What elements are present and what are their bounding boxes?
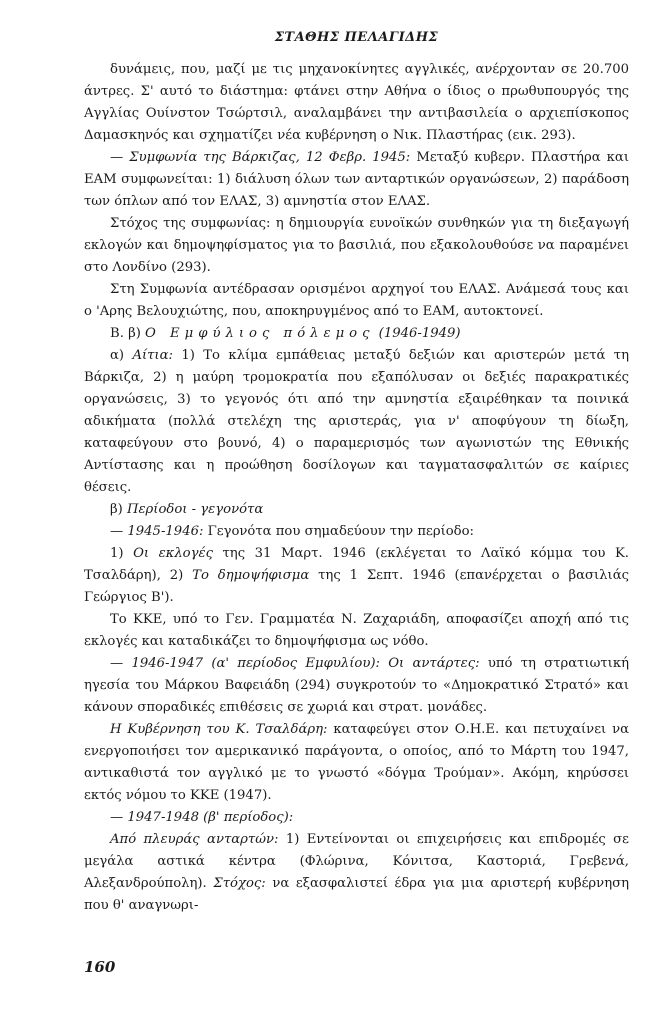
paragraph: — 1945-1946: Γεγονότα που σημαδεύουν την περίοδο:: [110, 524, 475, 539]
page-body: [84, 59, 629, 917]
paragraph: β) Περίοδοι - γεγονότα: [110, 502, 264, 517]
section-heading: Β. β) Ο Εμφύλιος πόλεμος (1946-1949): [110, 326, 461, 341]
civil-war-heading: Ο Εμφύλιος πόλεμος: [145, 326, 375, 341]
running-header: ΣΤΑΘΗΣ ΠΕΛΑΓΙΔΗΣ: [274, 30, 439, 45]
paragraph: Η Κυβέρνηση του Κ. Τσαλδάρη: καταφεύγει στον Ο.Η.Ε. και πετυχαίνει να ενεργοποιήσει τον αμερικανικό παράγοντα, ο οποίος, από το Μάρτη του 1947, αντικαθιστά τον αγγλικό με το γνωστό «δόγμα Τρούμαν». Ακόμη, κηρύσσει εκτός νόμου το ΚΚΕ (1947).: [84, 722, 630, 803]
paragraph: Στόχος της συμφωνίας: η δημιουργία ευνοϊκών συνθηκών για τη διεξαγωγή εκλογών και δημοψηφίσματος για το βασιλιά, που εξακολουθούσε να παραμένει στο Λονδίνο (293).: [84, 216, 629, 275]
paragraph: — 1947-1948 (β' περίοδος):: [110, 810, 294, 825]
page-number: 160: [84, 958, 116, 976]
paragraph: — Συμφωνία της Βάρκιζας, 12 Φεβρ. 1945: Μεταξύ κυβερν. Πλαστήρα και ΕΑΜ συμφωνείται: 1) διάλυση όλων των ανταρτικών οργανώσεων, 2) παράδοση των όπλων από τον ΕΛΑΣ, 3) αμνηστία στον ΕΛΑΣ.: [84, 150, 629, 209]
paragraph: — 1946-1947 (α' περίοδος Εμφυλίου): Οι αντάρτες: υπό τη στρατιωτική ηγεσία του Μάρκου Βαφειάδη (294) συγκροτούν το «Δημοκρατικό Στρατό» και κάνουν σποραδικές επιθέσεις σε χωριά και στρατ. μονάδες.: [84, 656, 629, 715]
paragraph: Στη Συμφωνία αντέδρασαν ορισμένοι αρχηγοί του ΕΛΑΣ. Ανάμεσά τους και ο 'Αρης Βελουχιώτης, που, αποκηρυγμένος από το ΕΑΜ, αυτοκτονεί.: [84, 282, 629, 319]
paragraph: 1) Οι εκλογές της 31 Μαρτ. 1946 (εκλέγεται το Λαϊκό κόμμα του Κ. Τσαλδάρη), 2) Το δημοψήφισμα της 1 Σεπτ. 1946 (επανέρχεται ο βασιλιάς Γεώργιος Β').: [84, 546, 629, 605]
agreement-title: Συμφωνία της Βάρκιζας, 12 Φεβρ. 1945:: [129, 150, 411, 165]
paragraph: Το ΚΚΕ, υπό το Γεν. Γραμματέα Ν. Ζαχαριάδη, αποφασίζει αποχή από τις εκλογές και καταδικάζει το δημοψήφισμα ως νόθο.: [84, 612, 629, 649]
paragraph: Από πλευράς ανταρτών: 1) Εντείνονται οι επιχειρήσεις και επιδρομές σε μεγάλα αστικά κέντρα (Φλώρινα, Κόνιτσα, Καστοριά, Γρεβενά, Αλεξανδρούπολη). Στόχος: να εξασφαλιστεί έδρα για μια αριστερή κυβέρνηση που θ' αναγνωρι-: [84, 832, 630, 913]
paragraph: α) Αίτια: 1) Το κλίμα εμπάθειας μεταξύ δεξιών και αριστερών μετά τη Βάρκιζα, 2) η μαύρη τρομοκρατία που εξαπόλυσαν οι δεξιές παρακρατικές οργανώσεις, 3) το γεγονός ότι από την αμνηστία εξαιρέθηκαν τα ποινικά αδικήματα (πολλά στελέχη της αριστεράς, για ν' αποφύγουν τη δίωξη, καταφεύγουν στο βουνό, 4) ο παραμερισμός των αγωνιστών της Εθνικής Αντίστασης και η προώθηση δοσίλογων και ταγματασφαλιτών σε καίριες θέσεις.: [84, 348, 629, 495]
book-page: [84, 30, 629, 917]
paragraph: δυνάμεις, που, μαζί με τις μηχανοκίνητες αγγλικές, ανέρχονταν σε 20.700 άντρες. Σ' αυτό το διάστημα: φτάνει στην Αθήνα ο ίδιος ο πρωθυπουργός της Αγγλίας Ουίνστον Τσώρτσιλ, αναλαμβάνει την αντιβασιλεία ο αρχιεπίσκοπος Δαμασκηνός και σχηματίζει νέα κυβέρνηση ο Νικ. Πλαστήρας (εικ. 293).: [84, 62, 629, 143]
